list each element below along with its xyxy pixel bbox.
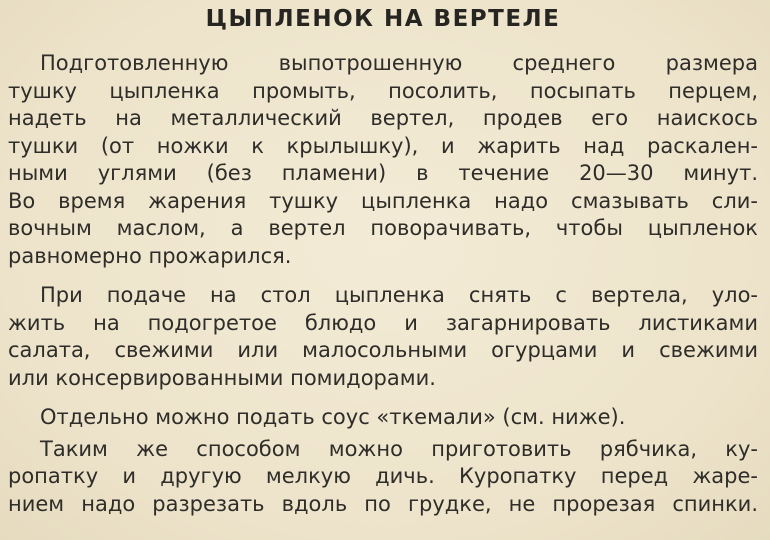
paragraph-other-game — [8, 436, 758, 519]
text-line: нием надо разрезать вдоль по грудке, не прорезая спинки. — [8, 491, 758, 516]
text-line: Подготовленную выпотрошенную среднего размера — [40, 51, 758, 75]
text-line: ропатку и другую мелкую дичь. Куропатку перед жаре- — [8, 464, 758, 488]
text-line: надеть на металлический вертел, продев его наискось — [8, 106, 758, 130]
paragraph-gap — [8, 270, 758, 282]
paragraph-gap — [8, 392, 758, 404]
text-line: тушки (от ножки к крылышку), и жарить над раскален- — [8, 133, 758, 158]
text-line: Во время жарения тушку цыпленка надо смазывать сли- — [8, 188, 758, 213]
text-line: равномерно прожарился. — [8, 243, 292, 268]
text-line: вочным маслом, а вертел поворачивать, чтобы цыпленок — [8, 216, 758, 240]
text-line: При подаче на стол цыпленка снять с вертела, уло- — [40, 283, 758, 307]
text-line: или консервированными помидорами. — [8, 365, 436, 390]
text-line: жить на подогретое блюдо и загарнировать листиками — [8, 310, 758, 335]
text-line: тушку цыпленка промыть, посолить, посыпать перцем, — [8, 78, 758, 103]
paragraph-sauce — [8, 404, 758, 432]
paragraph-serving — [8, 282, 758, 392]
paragraph-preparation — [8, 50, 758, 270]
text-line: Отдельно можно подать соус «ткемали» (см. ниже). — [40, 405, 626, 429]
recipe-title: ЦЫПЛЕНОК НА ВЕРТЕЛЕ — [205, 6, 561, 32]
text-line: Таким же способом можно приготовить рябчика, ку- — [40, 436, 758, 461]
text-line: салата, свежими или малосольными огурцами и свежими — [8, 338, 758, 362]
text-line: ными углями (без пламени) в течение 20—30 минут. — [8, 161, 758, 185]
